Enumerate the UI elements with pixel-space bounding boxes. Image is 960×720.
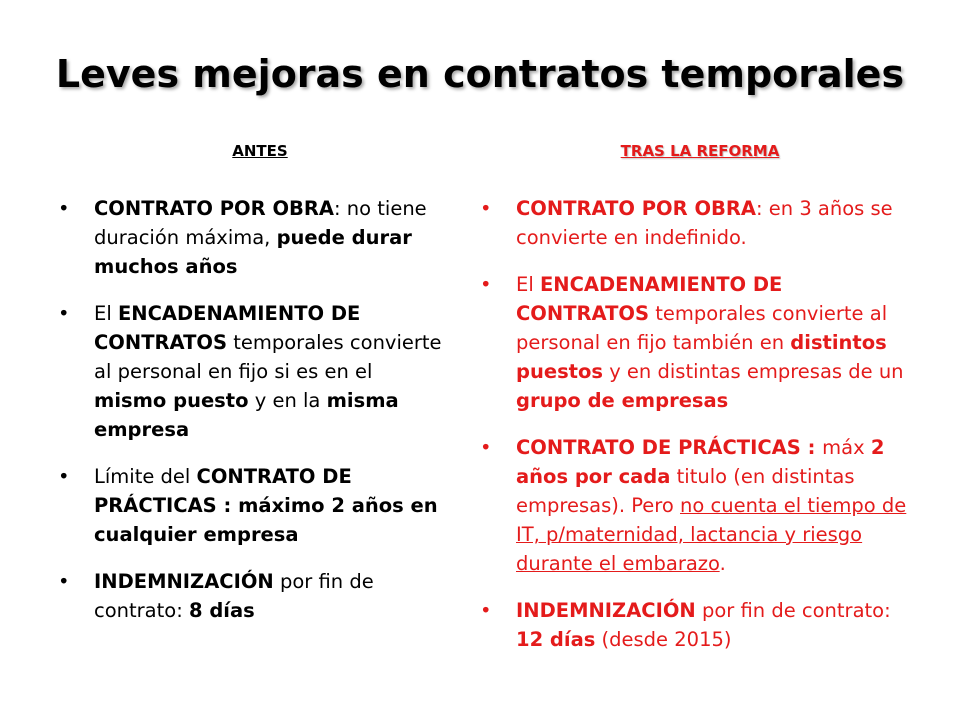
bullet-icon: • <box>480 197 492 220</box>
bullet-icon: • <box>480 273 492 296</box>
bullet-text <box>94 197 427 278</box>
bullet-text <box>516 197 893 249</box>
text-run: temporales convierte al personal en fijo si es en el <box>94 331 442 383</box>
antes-bullet-list <box>58 194 450 643</box>
text-run: temporales convierte al personal en fijo también en <box>516 302 888 354</box>
text-run: grupo de empresas <box>516 389 729 412</box>
text-run: y en distintas empresas de un <box>603 360 904 383</box>
text-run: . <box>719 552 726 575</box>
bullet-text <box>94 465 438 546</box>
bullet-text <box>516 599 891 651</box>
text-run: INDEMNIZACIÓN <box>94 570 274 593</box>
text-run: : en 3 años se convierte en indefinido. <box>516 197 893 249</box>
text-run: INDEMNIZACIÓN <box>516 599 696 622</box>
text-run: puede durar muchos años <box>94 226 412 278</box>
text-run: por fin de contrato: <box>695 599 891 622</box>
slide-title: Leves mejoras en contratos temporales <box>55 52 905 96</box>
text-run: máx <box>822 436 871 459</box>
bullet-item <box>58 299 450 444</box>
bullet-text <box>516 273 904 412</box>
text-run: Límite del <box>94 465 197 488</box>
bullet-text <box>94 570 374 622</box>
bullet-icon: • <box>58 197 70 220</box>
text-run: misma empresa <box>94 389 399 441</box>
bullet-icon: • <box>480 436 492 459</box>
tras-la-reforma-bullet-list <box>480 194 920 672</box>
bullet-item <box>480 596 920 654</box>
bullet-icon: • <box>58 465 70 488</box>
bullet-item <box>58 567 450 625</box>
bullet-item <box>58 462 450 549</box>
bullet-text <box>516 436 906 575</box>
text-run: ENCADENAMIENTO DE CONTRATOS <box>516 273 783 325</box>
text-run: no cuenta el tiempo de IT, p/maternidad, lactancia y riesgo durante el embarazo <box>516 494 907 575</box>
text-run: (desde 2015) <box>595 628 732 651</box>
text-run: CONTRATO DE PRÁCTICAS : <box>516 436 823 459</box>
text-run: y en la <box>248 389 327 412</box>
bullet-item <box>480 194 920 252</box>
column-heading-antes: ANTES <box>232 142 288 160</box>
text-run: por fin de contrato: <box>94 570 374 622</box>
column-heading-tras-la-reforma: TRAS LA REFORMA <box>620 142 780 160</box>
text-run: CONTRATO POR OBRA <box>94 197 334 220</box>
text-run: CONTRATO DE PRÁCTICAS : máximo 2 años en cualquier empresa <box>94 465 438 546</box>
text-run: titulo (en distintas empresas). Pero <box>516 465 855 517</box>
bullet-item <box>480 270 920 415</box>
bullet-text <box>94 302 442 441</box>
bullet-icon: • <box>58 302 70 325</box>
bullet-item <box>58 194 450 281</box>
text-run: El <box>516 273 540 296</box>
bullet-icon: • <box>58 570 70 593</box>
text-run: 2 años por cada <box>516 436 885 488</box>
text-run: El <box>94 302 118 325</box>
bullet-icon: • <box>480 599 492 622</box>
bullet-item <box>480 433 920 578</box>
text-run: : no tiene duración máxima, <box>94 197 427 249</box>
text-run: mismo puesto <box>94 389 249 412</box>
text-run: 8 días <box>188 599 255 622</box>
text-run: CONTRATO POR OBRA <box>516 197 756 220</box>
text-run: 12 días <box>516 628 596 651</box>
text-run: ENCADENAMIENTO DE CONTRATOS <box>94 302 361 354</box>
text-run: distintos puestos <box>516 331 887 383</box>
